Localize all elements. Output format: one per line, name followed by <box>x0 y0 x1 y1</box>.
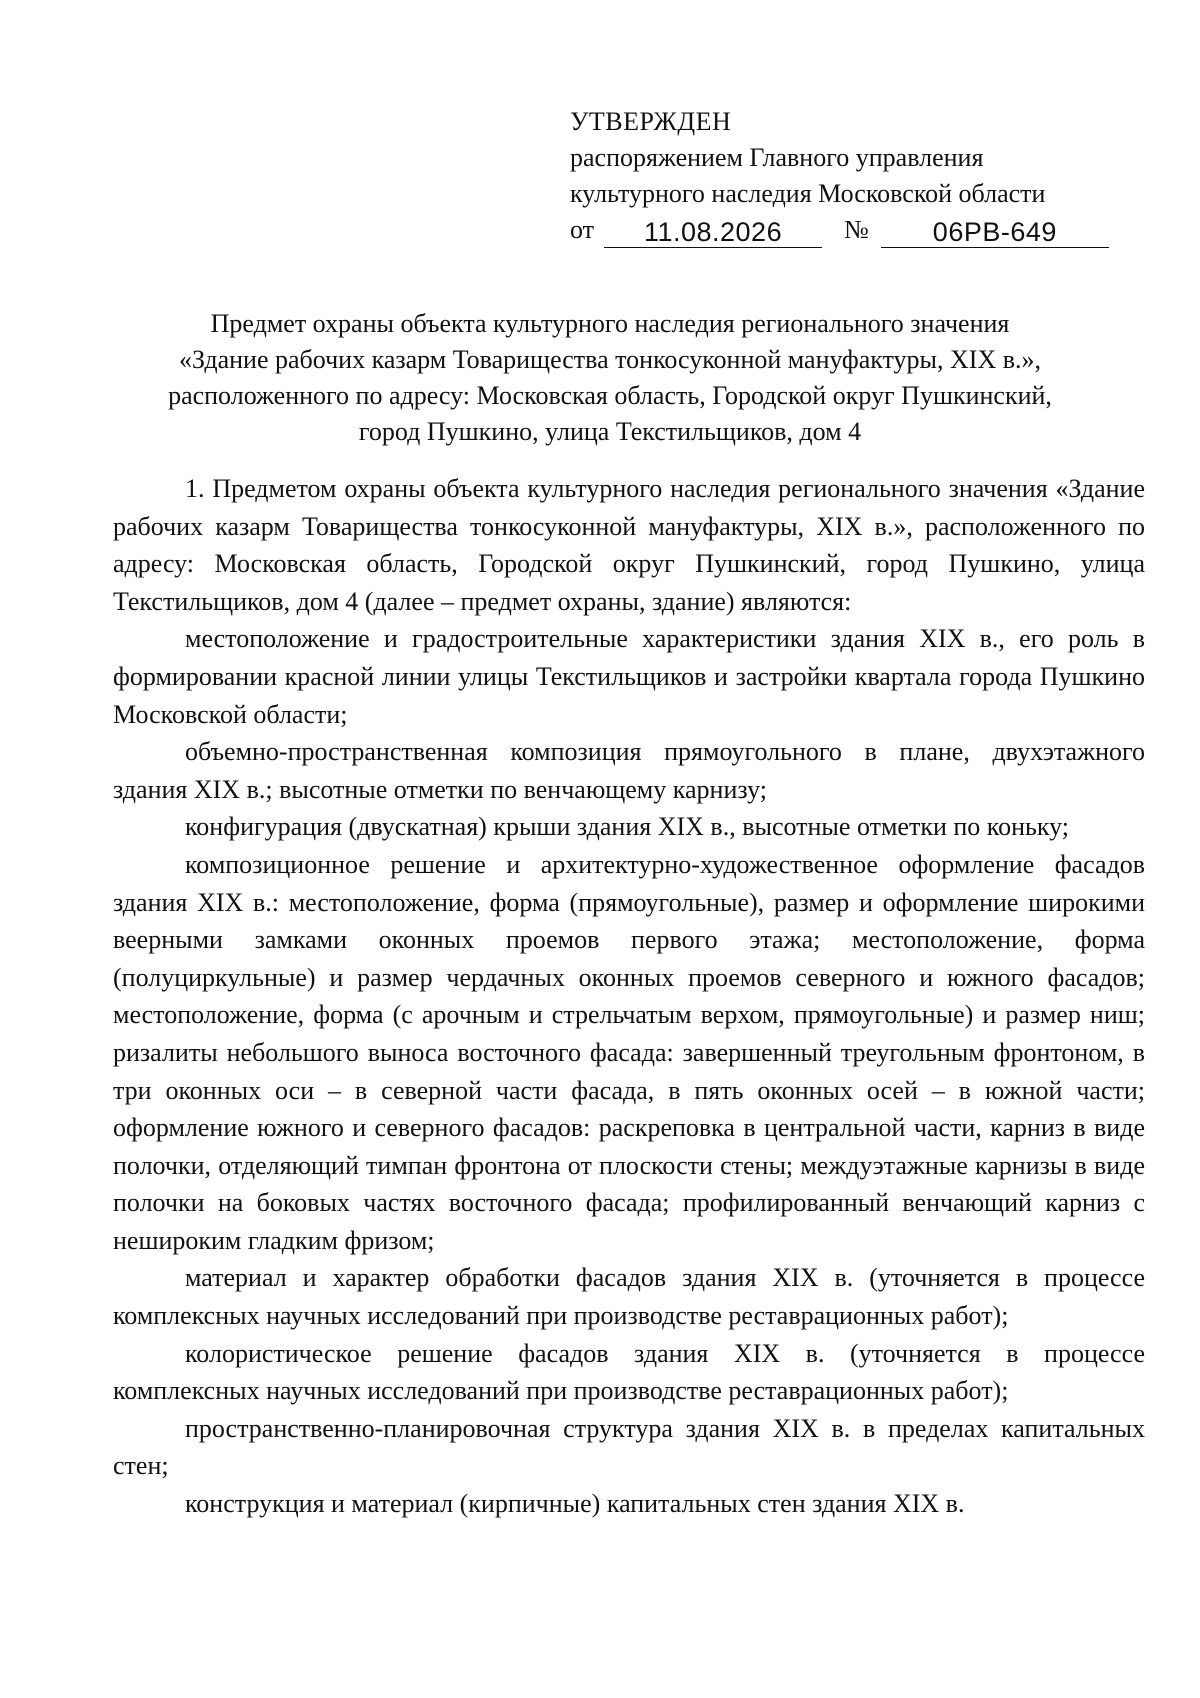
paragraph-planning: пространственно-планировочная структура здания XIX в. в пределах капитальных стен; <box>113 1413 1145 1481</box>
approval-stamp-block <box>570 104 1130 248</box>
approval-date: 11.08.2026 <box>604 217 822 248</box>
title-line: Предмет охраны объекта культурного наследия регионального значения <box>210 309 1010 338</box>
document-body <box>113 470 1145 1523</box>
approval-line-1: распоряжением Главного управления <box>570 143 984 172</box>
paragraph-item-1: 1. Предметом охраны объекта культурного наследия регионального значения «Здание рабочих казарм Товарищества тонкосуконной мануфактуры, XIX в.», расположенного по адресу: Московская область, Городской округ Пушкинский, город Пушкино, улица Текстильщиков, дом 4 (далее – предмет охраны, здание) являются: <box>113 474 1145 616</box>
paragraph-volume: объемно-пространственная композиция прямоугольного в плане, двухэтажного здания XIX в.; высотные отметки по венчающему карнизу; <box>113 737 1145 804</box>
title-line: расположенного по адресу: Московская область, Городской округ Пушкинский, <box>168 381 1052 410</box>
paragraph-location: местоположение и градостроительные характеристики здания XIX в., его роль в формировании красной линии улицы Текстильщиков и застройки квартала города Пушкино Московской области; <box>113 624 1145 729</box>
paragraph-walls: конструкция и материал (кирпичные) капитальных стен здания XIX в. <box>185 1489 965 1519</box>
date-prefix: от <box>570 215 595 244</box>
number-sign: № <box>844 215 869 244</box>
paragraph-facades: композиционное решение и архитектурно-художественное оформление фасадов здания XIX в.: местоположение, форма (прямоугольные), размер и оформление широкими веерными замками оконных проемов первого этажа; местоположение, форма (полуциркульные) и размер чердачных оконных проемов северного и южного фасадов; местоположение, форма (с арочным и стрельчатым верхом, прямоугольные) и размер ниш; ризалиты небольшого выноса восточного фасада: завершенный треугольным фронтоном, в три оконных оси – в северной части фасада, в пять оконных осей – в южной части; оформление южного и северного фасадов: раскреповка в центральной части, карниз в виде полочки, отделяющий тимпан фронтона от плоскости стены; междуэтажные карнизы в виде полочки на боковых частях восточного фасада; профилированный венчающий карниз с нешироким гладким фризом; <box>113 849 1145 1255</box>
document-title <box>110 306 1110 450</box>
title-line: «Здание рабочих казарм Товарищества тонкосуконной мануфактуры, XIX в.», <box>178 345 1042 374</box>
approval-line-2: культурного наследия Московской области <box>570 179 1046 208</box>
paragraph-material: материал и характер обработки фасадов здания XIX в. (уточняется в процессе комплексных научных исследований при производстве реставрационных работ); <box>113 1263 1145 1331</box>
approval-number: 06РВ-649 <box>881 217 1109 248</box>
paragraph-roof: конфигурация (двускатная) крыши здания XIX в., высотные отметки по коньку; <box>185 812 1069 842</box>
approval-date-number-row <box>570 212 1130 248</box>
paragraph-color: колористическое решение фасадов здания XIX в. (уточняется в процессе комплексных научных исследований при производстве реставрационных работ); <box>113 1338 1145 1406</box>
approval-heading: УТВЕРЖДЕН <box>570 107 732 136</box>
title-line: город Пушкино, улица Текстильщиков, дом 4 <box>358 417 862 446</box>
